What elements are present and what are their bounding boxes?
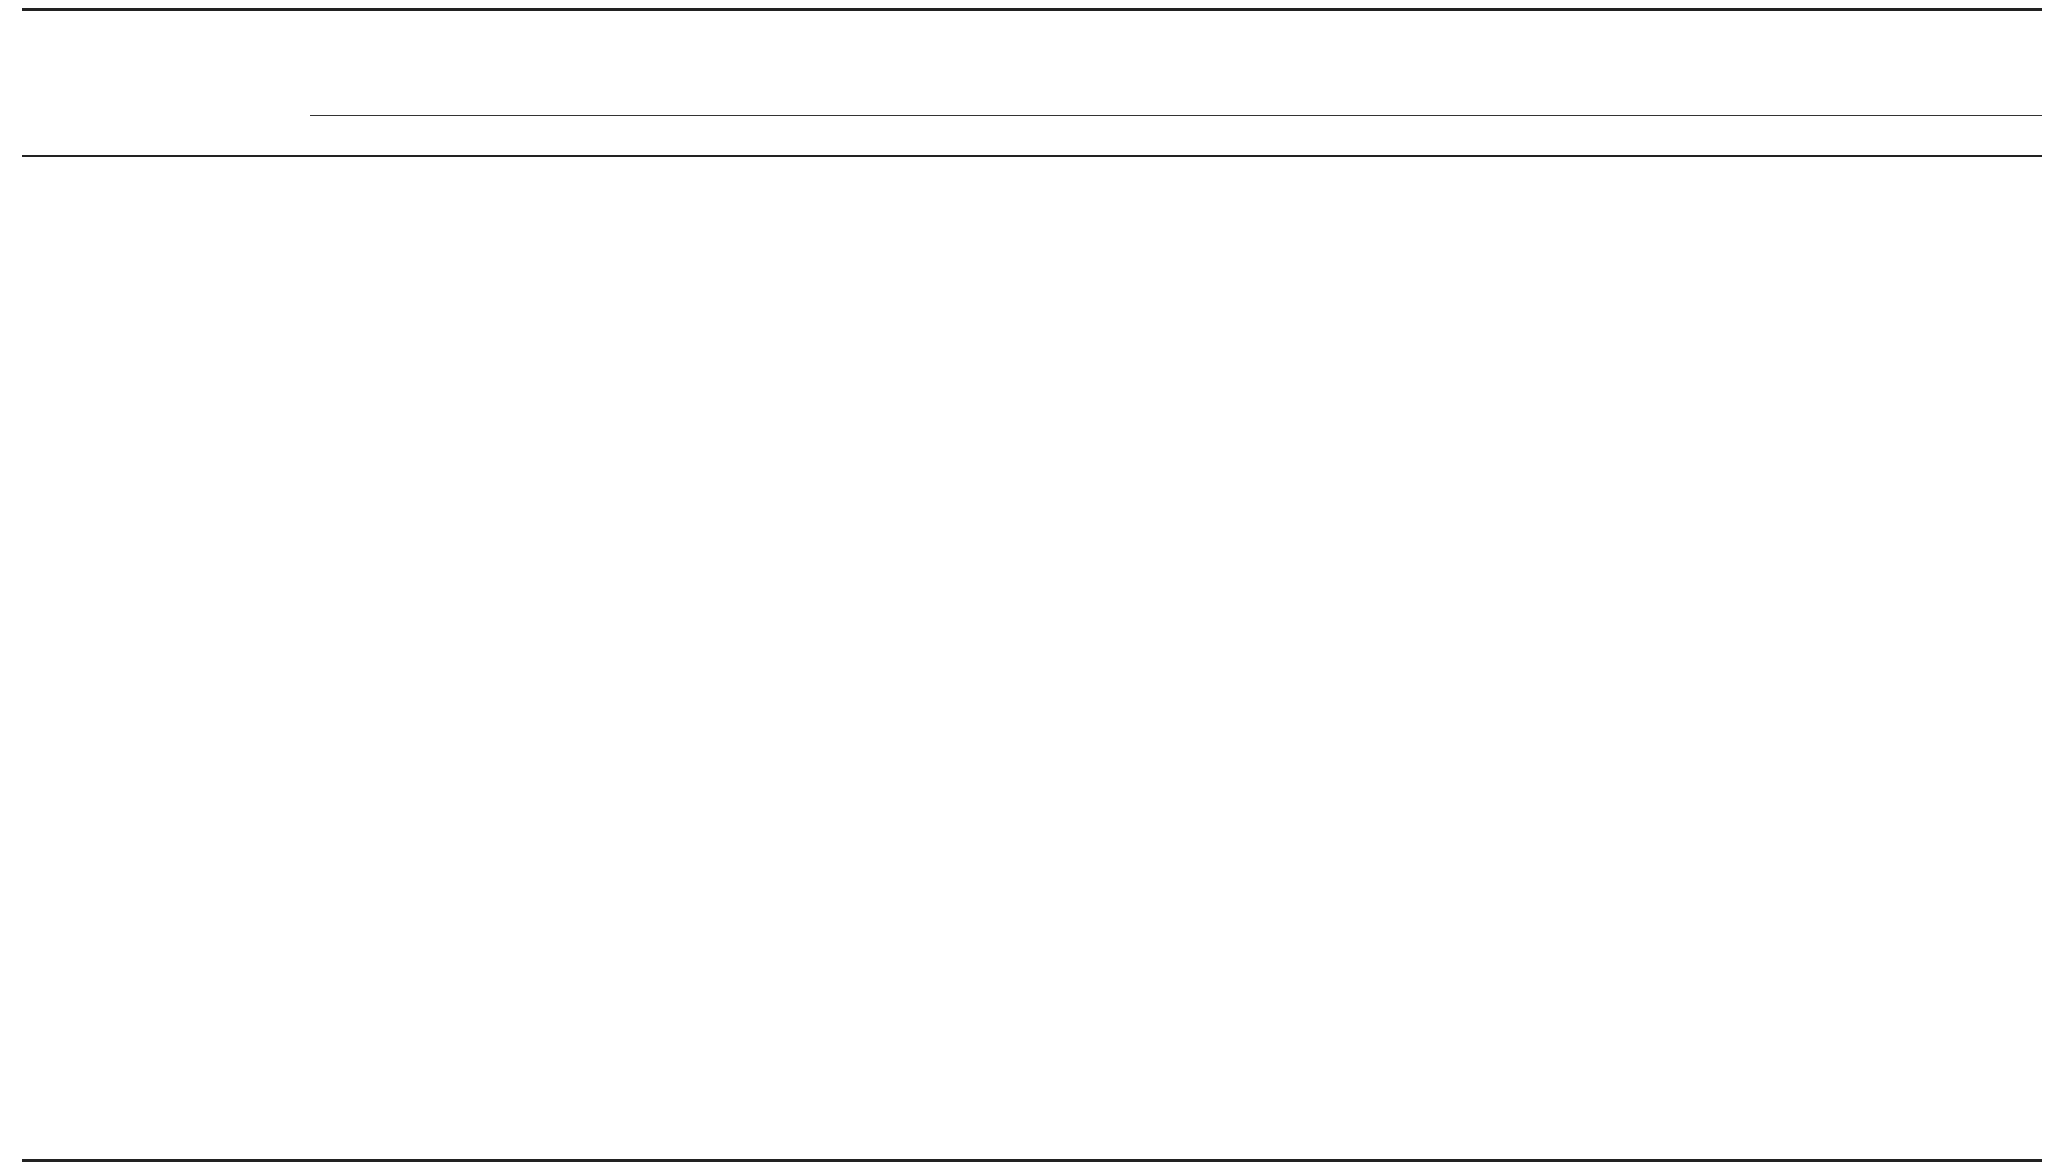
header-rule xyxy=(22,155,2042,157)
bottom-rule xyxy=(22,1159,2042,1162)
top-rule xyxy=(22,8,2042,11)
header-subrule xyxy=(310,115,2042,116)
